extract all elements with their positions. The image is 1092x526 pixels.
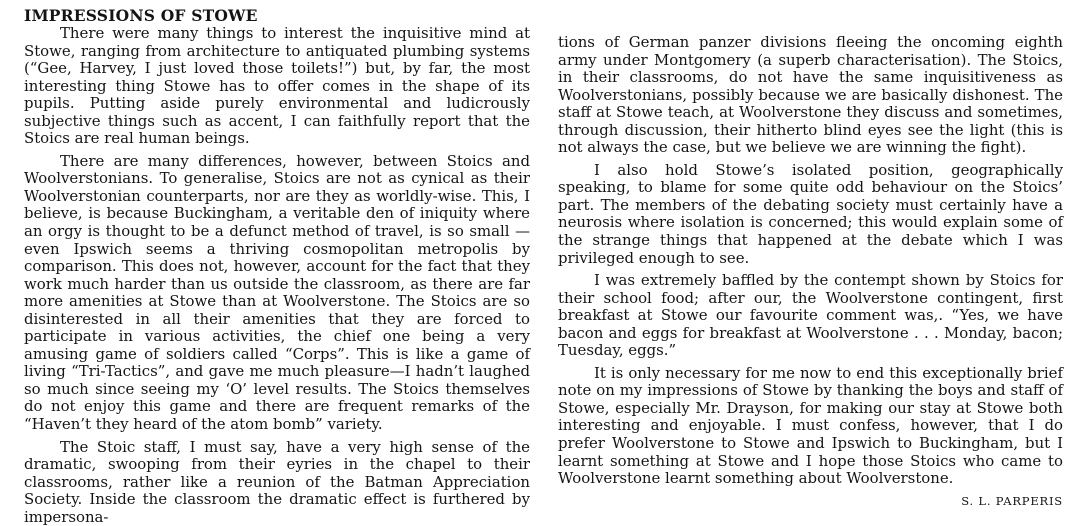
paragraph: I was extremely baffled by the contempt shown by Stoics for their school food; after our, the Woolverstone contingent, first breakfast at Stowe our favourite comment was,. “Yes, we have bacon and eggs for breakfast at Woolverstone . . . Monday, bacon; Tuesday, eggs.”: [558, 271, 1063, 360]
right-column: [558, 34, 1063, 510]
paragraph: It is only necessary for me now to end this exceptionally brief note on my impressions of Stowe by thanking the boys and staff of Stowe, especially Mr. Drayson, for making our stay at Stowe both interesting and enjoyable. I must confess, however, that I do prefer Woolverstone to Stowe and Ipswich to Buckingham, but I learnt something at Stowe and I hope those Stoics who came to Woolverstone learnt something about Woolverstone.: [558, 363, 1063, 488]
paragraph: There were many things to interest the inquisitive mind at Stowe, ranging from architecture to antiquated plumbing systems (“Gee, Harvey, I just loved those toilets!”) but, by far, the most interesting thing Stowe has to offer comes in the shape of its pupils. Putting aside purely environmental and ludicrously subjective things such as accent, I can faithfully report that the Stoics are real human beings.: [24, 24, 530, 148]
article-title: IMPRESSIONS OF STOWE: [24, 6, 258, 25]
paragraph: I also hold Stowe’s isolated position, geographically speaking, to blame for some quite odd behaviour on the Stoics’ part. The members of the debating society must certainly have a neurosis where isolation is concerned; this would explain some of the strange things that happened at the debate which I was privileged enough to see.: [558, 160, 1063, 267]
paragraph: tions of German panzer divisions fleeing the oncoming eighth army under Montgomery (a superb characterisation). The Stoics, in their classrooms, do not have the same inquisitiveness as Woolverstonians, possibly because we are basically dishonest. The staff at Stowe teach, at Woolverstone they discuss and sometimes, through discussion, their hitherto blind eyes see the light (this is not always the case, but we believe we are winning the fight).: [558, 33, 1063, 157]
paragraph: The Stoic staff, I must say, have a very high sense of the dramatic, swooping from their eyries in the chapel to their classrooms, rather like a reunion of the Batman Appreciation Society. Inside the classroom the dramatic effect is furthered by impersona-: [24, 437, 530, 526]
left-column: [24, 6, 530, 526]
paragraph: There are many differences, however, between Stoics and Woolverstonians. To generalise, Stoics are not as cynical as their Woolverstonian counterparts, nor are they as worldly-wise. This, I believe, is because Buckingham, a veritable den of iniquity where an orgy is thought to be a defunct method of travel, is so small —even Ipswich seems a thriving cosmopolitan metropolis by comparison. This does not, however, account for the fact that they work much harder than us outside the classroom, as there are far more amenities at Stowe than at Woolverstone. The Stoics are so disinterested in all their amenities that they are forced to participate in various activities, the chief one being a very amusing game of soldiers called “Corps”. This is like a game of living “Tri-Tactics”, and gave me much pleasure—I hadn’t laughed so much since seeing my ‘O’ level results. The Stoics themselves do not enjoy this game and there are frequent remarks of the “Haven’t they heard of the atom bomb” variety.: [24, 151, 530, 434]
author-signature: S. L. PARPERIS: [961, 493, 1063, 508]
